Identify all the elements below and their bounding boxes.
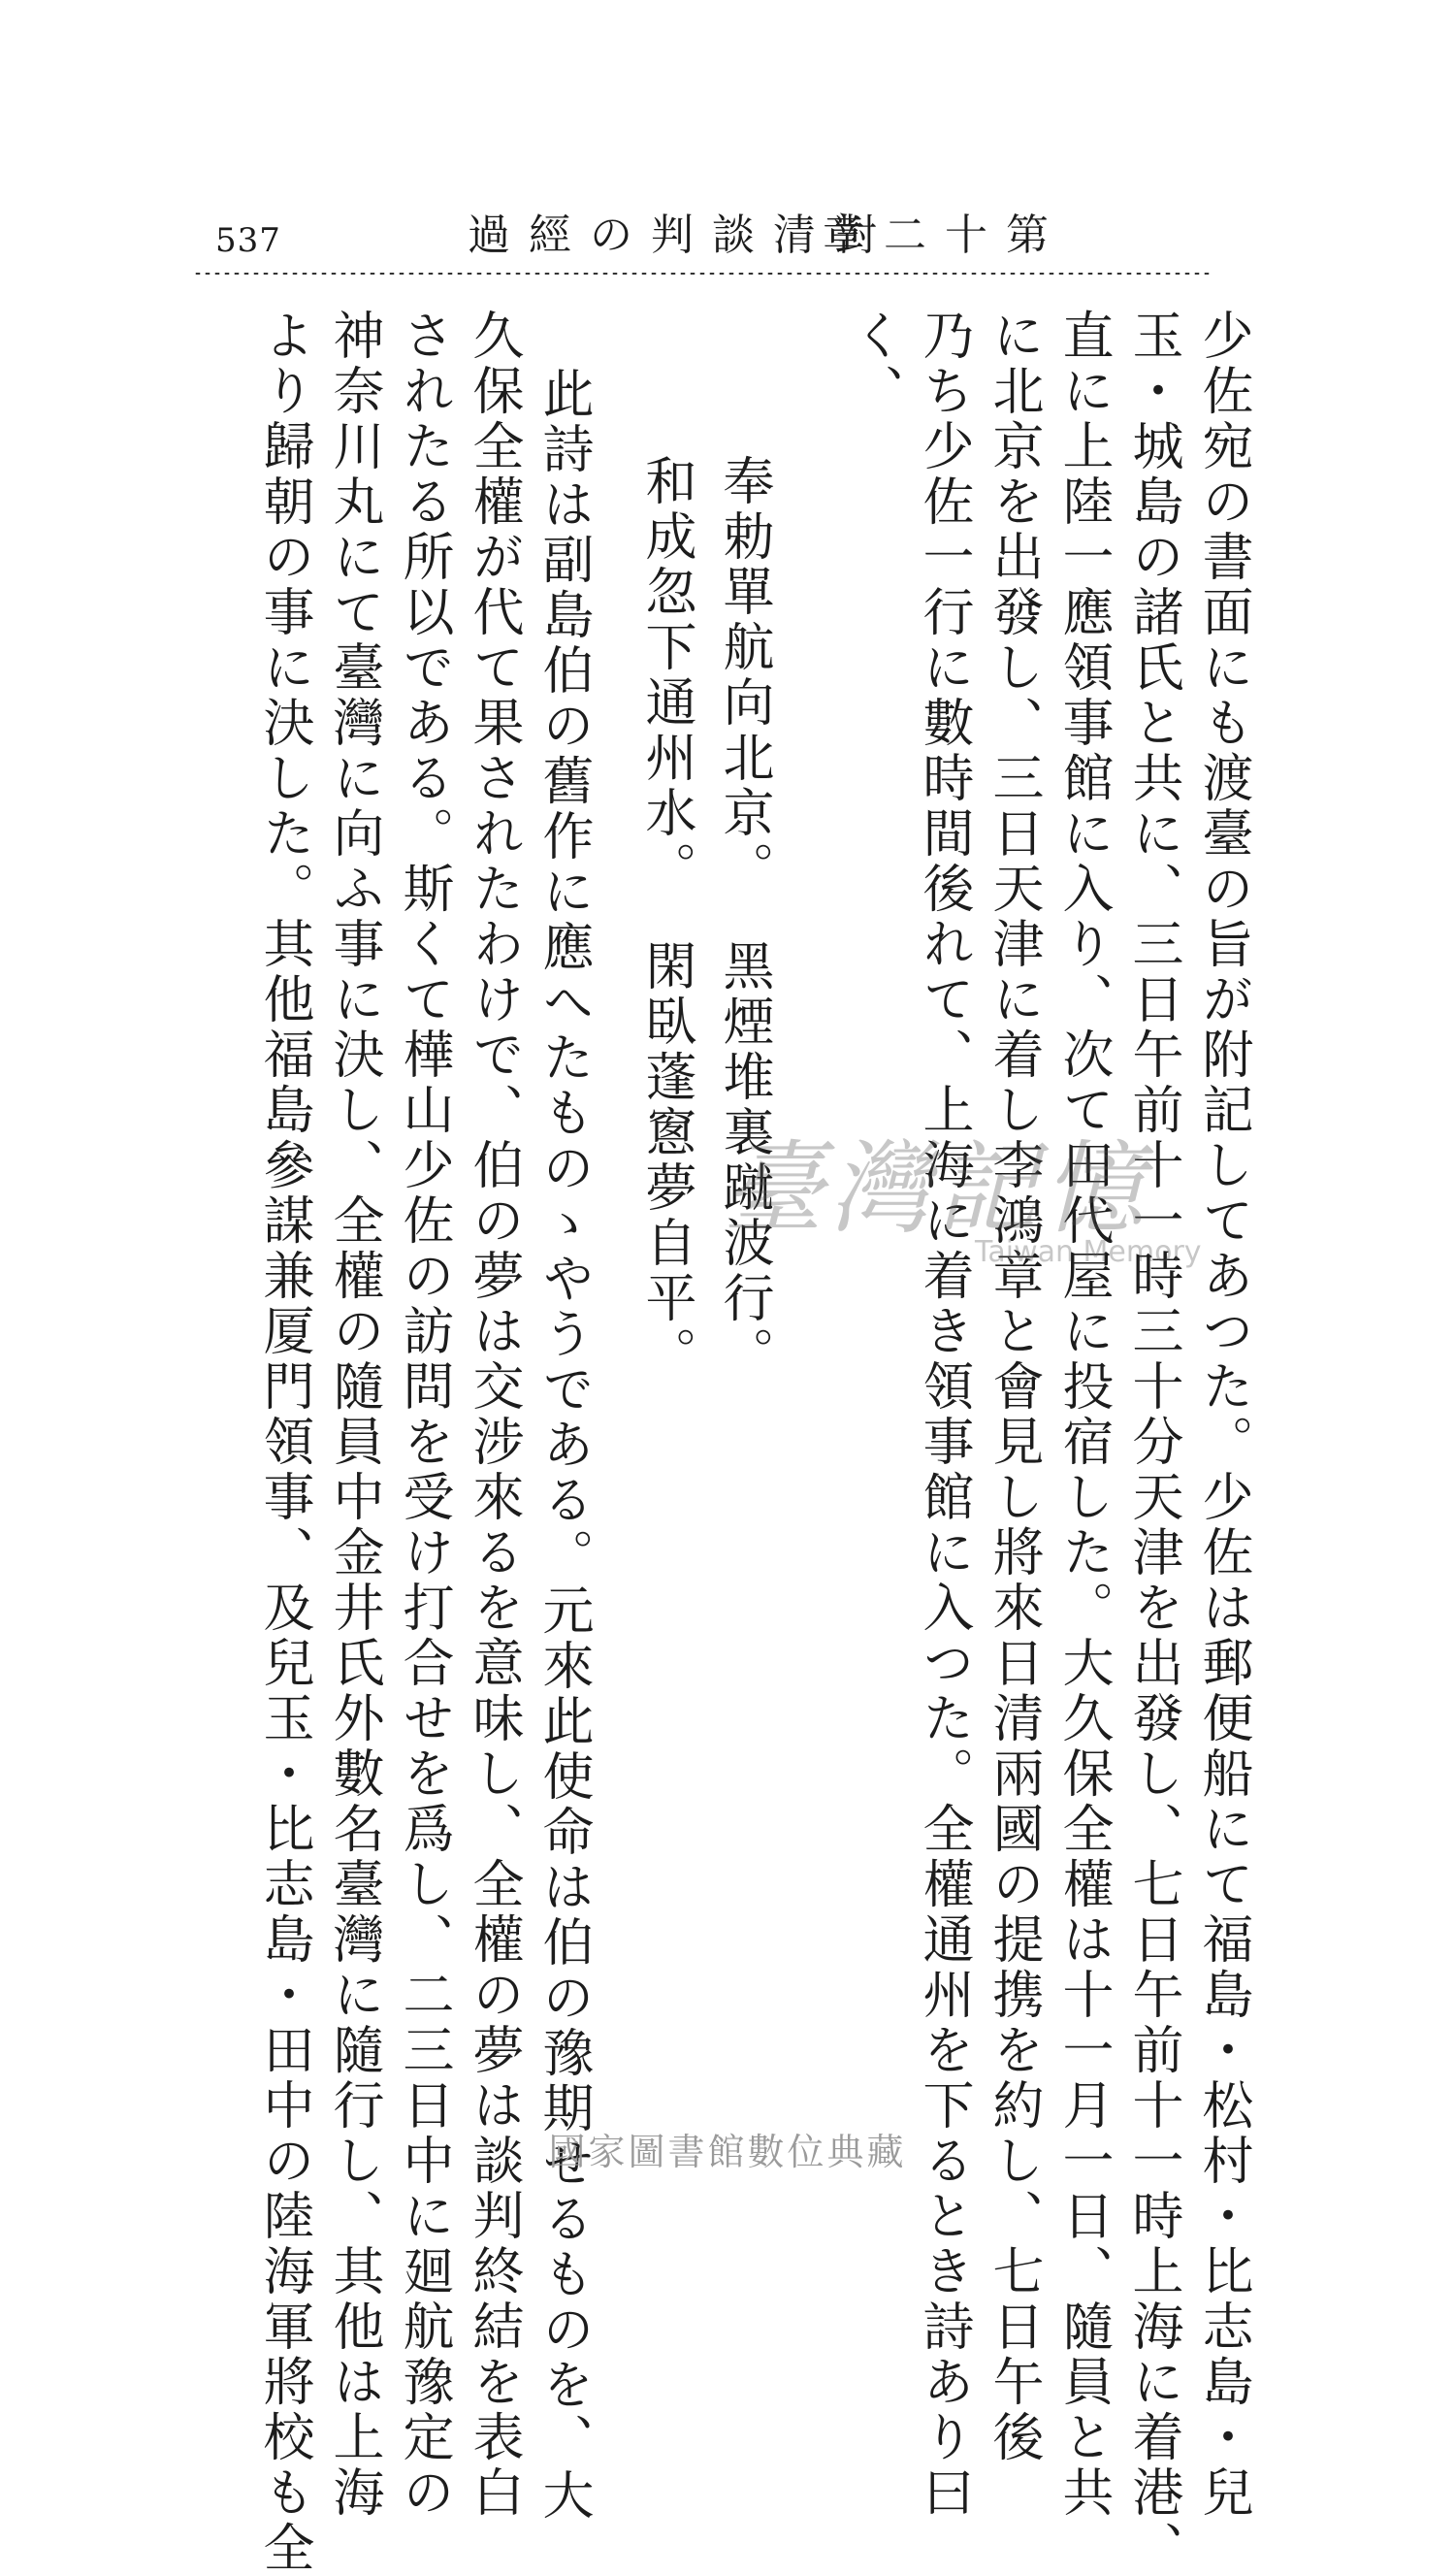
text-column-7: 此詩は副島伯の舊作に應へたものゝやうである。元來此使命は伯の豫期せるものを、大 xyxy=(534,367,594,2524)
poem-line-2a: 和成忽下通州水。 xyxy=(637,454,696,897)
text-column-1: 少佐宛の書面にも渡臺の旨が附記してあつた。少佐は郵便船にて福島・松村・比志島・兒 xyxy=(1194,309,1253,2521)
text-column-9: されたる所以である。斯くて樺山少佐の訪問を受け打合せを爲し、二三日中に廻航豫定の xyxy=(395,309,454,2521)
poem-line-1b: 黑煙堆裏蹴波行。 xyxy=(715,939,774,1382)
text-column-5: 乃ち少佐一行に數時間後れて、上海に着き領事館に入つた。全權通州を下るとき詩あり曰 xyxy=(915,309,974,2521)
watermark-latin: Taiwan Memory xyxy=(975,1235,1202,1269)
text-column-2: 玉・城島の諸氏と共に、三日午前十一時三十分天津を出發し、七日午前十一時上海に着港、 xyxy=(1124,309,1183,2576)
poem-line-2b: 閑臥蓬窻夢自平。 xyxy=(637,939,696,1382)
chapter-label: 章二十第 xyxy=(823,211,1067,260)
running-header xyxy=(0,0,1455,291)
running-title: 過經の判談清對 xyxy=(468,211,895,260)
text-column-4: に北京を出發し、三日天津に着し李鴻章と會見し將來日清兩國の提携を約し、七日午後 xyxy=(985,309,1044,2465)
text-column-3: 直に上陸一應領事館に入り、次て田代屋に投宿した。大久保全權は十一月一日、隨員と共 xyxy=(1054,309,1114,2521)
text-column-11: より歸朝の事に決した。其他福島參謀兼厦門領事、及兒玉・比志島・田中の陸海軍將校も全 xyxy=(255,309,314,2576)
text-column-10: 神奈川丸にて臺灣に向ふ事に決し、全權の隨員中金井氏外數名臺灣に隨行し、其他は上海 xyxy=(325,309,384,2521)
page-number: 537 xyxy=(215,221,281,260)
watermark-cjk: 臺灣記憶 xyxy=(723,1129,1150,1248)
poem-line-1a: 奉勅單航向北京。 xyxy=(715,454,774,897)
library-credit: 國家圖書館數位典藏 xyxy=(548,2131,907,2173)
text-column-8: 久保全權が代て果されたわけで、伯の夢は交涉來るを意味し、全權の夢は談判終結を表白 xyxy=(465,309,524,2521)
taiwan-memory-watermark xyxy=(723,1130,1227,1315)
text-column-6: く、 xyxy=(845,309,904,419)
header-divider xyxy=(194,270,1212,277)
